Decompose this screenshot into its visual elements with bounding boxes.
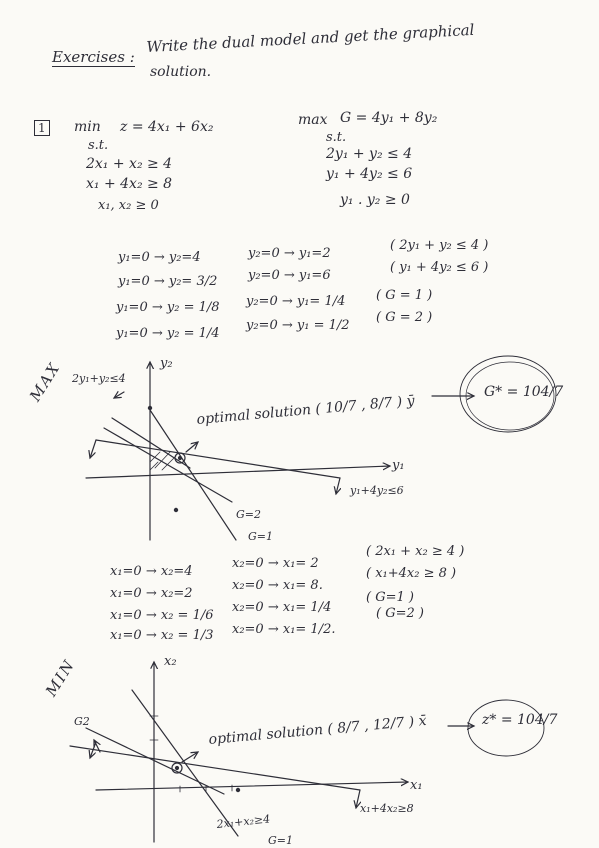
max-dot-1 xyxy=(148,406,151,409)
instruction-text-cont: solution. xyxy=(150,64,212,80)
max-result: G* = 104/7 xyxy=(484,384,564,400)
dual-objective-label: max xyxy=(298,112,328,128)
min-constraint-line-2 xyxy=(70,746,360,790)
max-side-label: MAX xyxy=(26,358,64,405)
max-iso-1-label: G=1 xyxy=(248,530,274,543)
min-iso-1-label: G=1 xyxy=(268,834,294,847)
min-x-axis xyxy=(96,782,408,790)
primal-intercept-b-1: x₂=0 → x₁= 2 xyxy=(232,556,319,571)
max-arrow-1 xyxy=(90,440,96,458)
max-axis-y-label: y₂ xyxy=(160,356,173,371)
min-optimal-dot xyxy=(176,767,179,770)
primal-constraint-2: x₁ + 4x₂ ≥ 8 xyxy=(86,176,173,192)
min-side-label: MIN xyxy=(42,655,79,700)
dual-objective: G = 4y₁ + 8y₂ xyxy=(340,110,438,126)
max-constraint-1-label: 2y₁+y₂≤4 xyxy=(72,372,126,385)
primal-intercept-a-3: x₁=0 → x₂ = 1/6 xyxy=(110,608,214,623)
dual-nonneg: y₁ . y₂ ≥ 0 xyxy=(340,192,410,208)
min-iso-line xyxy=(86,728,224,794)
max-constraint-2-label: y₁+4y₂≤6 xyxy=(350,484,404,497)
primal-intercept-note-3: ( G=1 ) xyxy=(366,590,414,605)
dual-intercept-a-4: y₁=0 → y₂ = 1/4 xyxy=(116,326,220,341)
dual-intercept-a-3: y₁=0 → y₂ = 1/8 xyxy=(116,300,220,315)
primal-intercept-note-2: ( x₁+4x₂ ≥ 8 ) xyxy=(366,566,457,581)
primal-intercept-note-1: ( 2x₁ + x₂ ≥ 4 ) xyxy=(366,544,465,559)
dual-intercept-b-4: y₂=0 → y₁ = 1/2 xyxy=(246,318,350,333)
max-dot-2 xyxy=(174,508,177,511)
dual-intercept-note-3: ( G = 1 ) xyxy=(376,288,433,303)
primal-intercept-a-2: x₁=0 → x₂=2 xyxy=(110,586,193,601)
max-optimal-arrow xyxy=(186,442,198,452)
primal-intercept-b-3: x₂=0 → x₁= 1/4 xyxy=(232,600,332,615)
max-axis-x-label: y₁ xyxy=(392,458,405,473)
primal-objective: z = 4x₁ + 6x₂ xyxy=(120,119,214,135)
dual-st: s.t. xyxy=(326,130,347,145)
max-iso-2-label: G=2 xyxy=(236,508,262,521)
dual-intercept-a-1: y₁=0 → y₂=4 xyxy=(118,250,201,265)
primal-nonneg: x₁, x₂ ≥ 0 xyxy=(98,198,159,213)
min-arrow-2 xyxy=(356,790,360,808)
max-arrow-2 xyxy=(114,392,124,398)
dual-intercept-b-1: y₂=0 → y₁=2 xyxy=(248,246,331,261)
dual-intercept-b-3: y₂=0 → y₁= 1/4 xyxy=(246,294,346,309)
min-constraint-2-label: x₁+4x₂≥8 xyxy=(360,802,414,815)
min-result: z* = 104/7 xyxy=(482,712,558,728)
primal-constraint-1: 2x₁ + x₂ ≥ 4 xyxy=(86,156,173,172)
min-optimal-arrow xyxy=(182,752,198,762)
problem-number: 1 xyxy=(34,120,50,136)
max-optimal-dot xyxy=(179,457,182,460)
dual-constraint-2: y₁ + 4y₂ ≤ 6 xyxy=(326,166,413,182)
dual-intercept-note-2: ( y₁ + 4y₂ ≤ 6 ) xyxy=(390,260,489,275)
primal-intercept-b-2: x₂=0 → x₁= 8. xyxy=(232,578,323,593)
primal-objective-label: min xyxy=(74,119,101,135)
max-result-circle xyxy=(460,356,556,432)
max-arrow-3 xyxy=(336,478,340,494)
primal-st: s.t. xyxy=(88,138,109,153)
min-optimal-text: optimal solution ( 8/7 , 12/7 ) x̄ xyxy=(208,712,428,748)
max-x-axis xyxy=(86,466,390,478)
min-constraint-1-label: 2x₁+x₂≥4 xyxy=(216,812,271,831)
max-iso-line xyxy=(104,428,232,502)
min-dot-1 xyxy=(236,788,239,791)
min-axis-y-label: x₂ xyxy=(164,654,177,669)
primal-intercept-note-4: ( G=2 ) xyxy=(376,606,424,621)
dual-intercept-note-1: ( 2y₁ + y₂ ≤ 4 ) xyxy=(390,238,489,253)
max-result-circle-2 xyxy=(466,362,554,430)
dual-intercept-a-2: y₁=0 → y₂= 3/2 xyxy=(118,274,218,289)
dual-intercept-b-2: y₂=0 → y₁=6 xyxy=(248,268,331,283)
primal-intercept-b-4: x₂=0 → x₁= 1/2. xyxy=(232,622,336,637)
dual-intercept-note-4: ( G = 2 ) xyxy=(376,310,433,325)
max-optimal-text: optimal solution ( 10/7 , 8/7 ) ȳ xyxy=(196,392,416,428)
exercises-heading: Exercises : xyxy=(52,48,135,66)
min-x-ticks xyxy=(180,785,232,792)
min-axis-x-label: x₁ xyxy=(410,778,423,793)
primal-intercept-a-1: x₁=0 → x₂=4 xyxy=(110,564,193,579)
min-iso-2-label: G2 xyxy=(74,715,90,728)
instruction-text: Write the dual model and get the graphical xyxy=(146,20,475,56)
dual-constraint-1: 2y₁ + y₂ ≤ 4 xyxy=(326,146,413,162)
primal-intercept-a-4: x₁=0 → x₂ = 1/3 xyxy=(110,628,214,643)
min-result-circle xyxy=(468,700,544,756)
